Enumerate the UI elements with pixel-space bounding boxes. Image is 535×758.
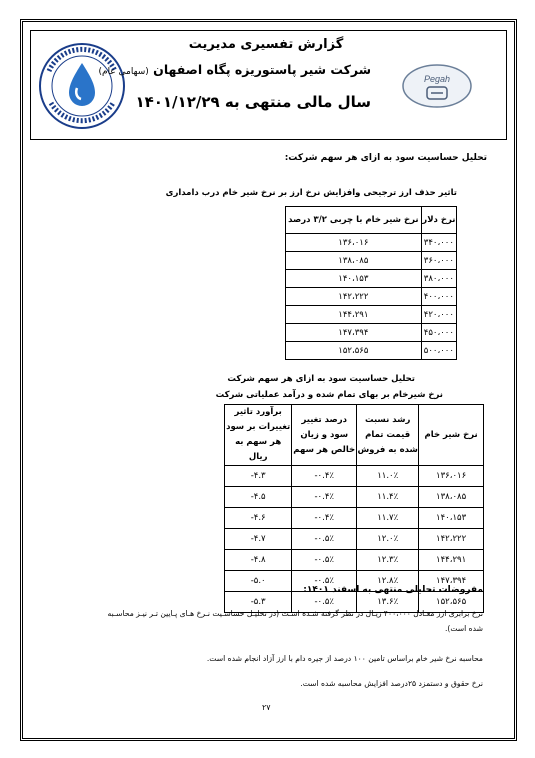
table-row bbox=[225, 550, 484, 571]
cell: ۵۰۰،۰۰۰ bbox=[421, 342, 456, 360]
table2-caption-1: تحلیل حساسیت سود به ازای هر سهم شرکت bbox=[227, 374, 415, 384]
table-row bbox=[225, 529, 484, 550]
header-raw-milk: نرخ شیر خام bbox=[419, 405, 484, 466]
header-eps-change: درصد تغییر سود و زیان خالص هر سهم bbox=[292, 405, 357, 466]
page-number: ۲۷ bbox=[262, 703, 271, 712]
cell: ۴۵۰،۰۰۰ bbox=[421, 324, 456, 342]
table-header-row bbox=[286, 207, 457, 234]
header-cost-ratio: رشد نسبت قیمت تمام شده به فروش bbox=[357, 405, 419, 466]
cell: ۱۵۲،۵۶۵ bbox=[419, 592, 484, 613]
cell: ۱۴۰،۱۵۳ bbox=[286, 270, 422, 288]
table1-caption: تاثیر حذف ارز ترجیحی وافزایش نرخ ارز بر نرخ شیر خام درب دامداری bbox=[165, 188, 457, 198]
table-row bbox=[225, 466, 484, 487]
table-row bbox=[286, 270, 457, 288]
assumptions-title: مفروضات تحلیلی منتهی به اسفند ۱۴۰۱: bbox=[303, 585, 483, 595]
assumption-paragraph: محاسبه نرخ شیر خام براساس تامین ۱۰۰ درصد از جیره دام با ارز آزاد انجام شده است. bbox=[206, 654, 483, 663]
cell: ۴۰۰،۰۰۰ bbox=[421, 288, 456, 306]
cell: -۴.۵ bbox=[225, 487, 292, 508]
company-name: شرکت شیر پاستوریزه پگاه اصفهان (سهامی عام) bbox=[98, 62, 371, 77]
table-header-row bbox=[225, 405, 484, 466]
header-dollar-rate: نرخ دلار bbox=[421, 207, 456, 234]
cell: -۴.۶ bbox=[225, 508, 292, 529]
cell: ۱۴۰،۱۵۳ bbox=[419, 508, 484, 529]
cell: -۴.۸ bbox=[225, 550, 292, 571]
cell: -۰.۵٪ bbox=[292, 592, 357, 613]
cell: ۱۱.۷٪ bbox=[357, 508, 419, 529]
dollar-rate-table bbox=[285, 206, 457, 360]
cell: -۴.۳ bbox=[225, 466, 292, 487]
cell: ۱۳۶،۰۱۶ bbox=[419, 466, 484, 487]
cell: -۰.۴٪ bbox=[292, 508, 357, 529]
assumption-paragraph: نرخ حقوق و دستمزد ۲۵درصد افزایش محاسبه شده است. bbox=[300, 679, 483, 688]
cell: -۰.۵٪ bbox=[292, 529, 357, 550]
cell: ۱۴۴،۲۹۱ bbox=[419, 550, 484, 571]
assumption-paragraph: نرخ برابری ارز معـادل ۴۰۰،۰۰۰ ریـال در نظر گرفته شـده اسـت (در تحلیـل حساسـیت نـرخ هـای پـایین تـر نیـز محاسـبه bbox=[107, 609, 483, 618]
cell: ۱۳۸،۰۸۵ bbox=[286, 252, 422, 270]
table-row bbox=[286, 288, 457, 306]
header-raw-milk-price: نرخ شیر خام با چربی ۳/۲ درصد bbox=[286, 207, 422, 234]
cell: ۱۴۷،۳۹۴ bbox=[286, 324, 422, 342]
assumption-paragraph-cont: شده است). bbox=[444, 624, 483, 633]
table-row bbox=[225, 508, 484, 529]
table-row bbox=[225, 487, 484, 508]
cell: ۱۱.۰٪ bbox=[357, 466, 419, 487]
iran-dairy-logo bbox=[37, 41, 127, 131]
report-title: گزارش تفسیری مدیریت bbox=[188, 37, 344, 52]
cell: -۰.۴٪ bbox=[292, 487, 357, 508]
table-row bbox=[286, 234, 457, 252]
cell: ۱۳۸،۰۸۵ bbox=[419, 487, 484, 508]
cell: ۱۲.۰٪ bbox=[357, 529, 419, 550]
fiscal-period: سال مالی منتهی به ۱۴۰۱/۱۲/۲۹ bbox=[135, 93, 371, 111]
table-row bbox=[286, 252, 457, 270]
cell: ۱۴۲،۲۲۲ bbox=[419, 529, 484, 550]
cell: ۱۲.۸٪ bbox=[357, 571, 419, 592]
svg-text:Pegah: Pegah bbox=[423, 74, 451, 84]
cell: ۴۲۰،۰۰۰ bbox=[421, 306, 456, 324]
cell: ۱۴۴،۲۹۱ bbox=[286, 306, 422, 324]
cell: ۳۸۰،۰۰۰ bbox=[421, 270, 456, 288]
table-row bbox=[286, 342, 457, 360]
section-title: تحلیل حساسیت سود به ازای هر سهم شرکت: bbox=[284, 153, 487, 163]
cell: ۳۴۰،۰۰۰ bbox=[421, 234, 456, 252]
cell: ۱۴۲،۲۲۲ bbox=[286, 288, 422, 306]
cell: ۱۵۲،۵۶۵ bbox=[286, 342, 422, 360]
cell: ۱۴۷،۳۹۴ bbox=[419, 571, 484, 592]
cell: -۰.۵٪ bbox=[292, 550, 357, 571]
cell: ۱۳.۶٪ bbox=[357, 592, 419, 613]
cell: ۳۶۰،۰۰۰ bbox=[421, 252, 456, 270]
cell: -۰.۴٪ bbox=[292, 466, 357, 487]
eps-sensitivity-table bbox=[224, 404, 484, 613]
header-eps-impact: برآورد تاثیر تغییرات بر سود هر سهم به ریال bbox=[225, 405, 292, 466]
cell: ۱۱.۴٪ bbox=[357, 487, 419, 508]
pegah-logo bbox=[401, 63, 473, 109]
cell: ۱۲.۳٪ bbox=[357, 550, 419, 571]
table2-caption-2: نرخ شیرخام بر بهای تمام شده و درآمد عملیاتی شرکت bbox=[215, 390, 443, 400]
cell: -۰.۵٪ bbox=[292, 571, 357, 592]
report-header bbox=[30, 30, 507, 140]
table-row bbox=[286, 324, 457, 342]
cell: -۵.۳ bbox=[225, 592, 292, 613]
cell: -۵.۰ bbox=[225, 571, 292, 592]
table-row bbox=[286, 306, 457, 324]
cell: ۱۳۶،۰۱۶ bbox=[286, 234, 422, 252]
cell: -۴.۷ bbox=[225, 529, 292, 550]
